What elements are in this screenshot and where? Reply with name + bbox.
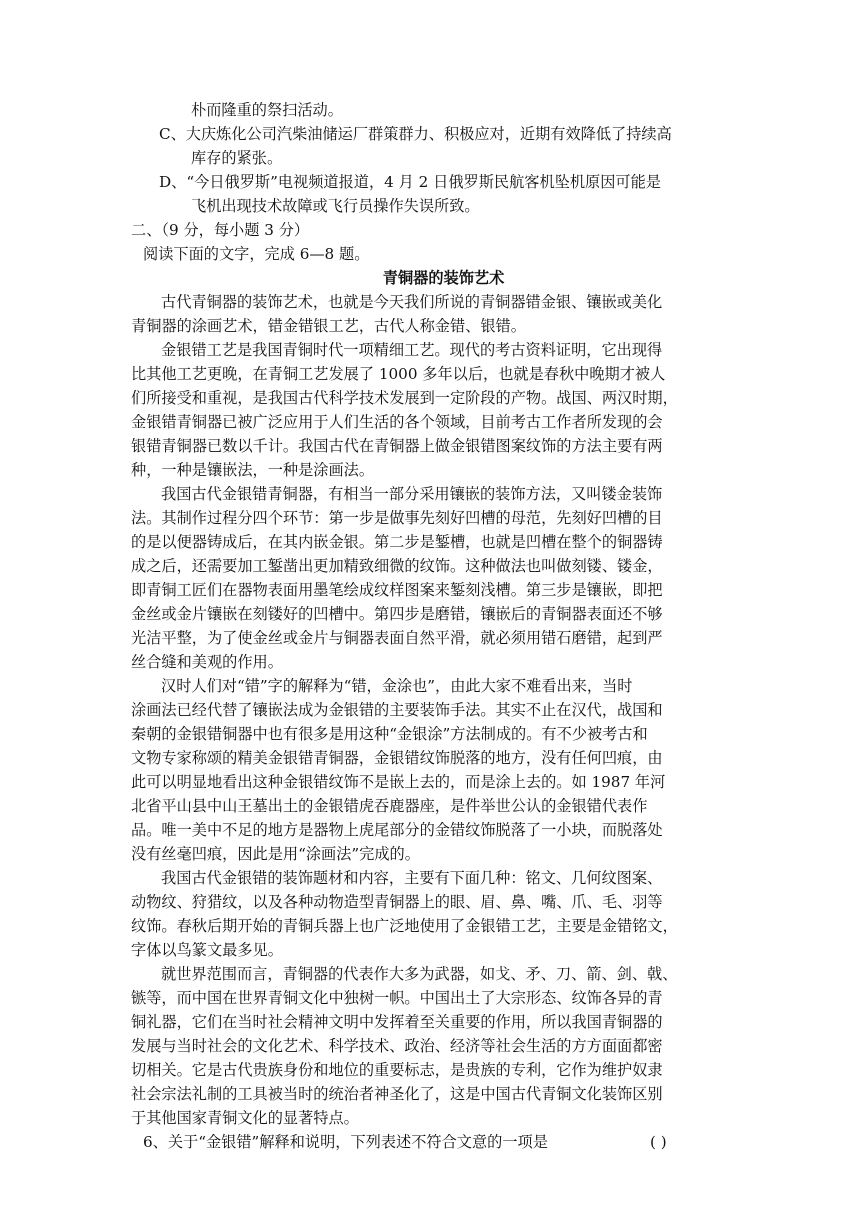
paragraph-line: 银错青铜器已数以千计。我国古代在青铜器上做金银错图案纹饰的方法主要有两 — [131, 437, 663, 455]
paragraph-6 — [131, 962, 736, 1130]
section-heading: 二、（9 分，每小题 3 分） — [131, 221, 310, 239]
answer-blank: ( ) — [650, 1133, 667, 1151]
paragraph-line: 动物纹、狩猎纹，以及各种动物造型青铜器上的眼、眉、鼻、嘴、爪、毛、羽等 — [131, 893, 663, 911]
paragraph-1 — [131, 290, 736, 338]
paragraph-line: 切相关。它是古代贵族身份和地位的重要标志，是贵族的专利，它作为维护奴隶 — [131, 1061, 663, 1079]
paragraph-line: 们所接受和重视，是我国古代科学技术发展到一定阶段的产物。战国、两汉时期， — [131, 389, 678, 407]
question-6 — [131, 1130, 736, 1154]
paragraph-line: 铜礼器，它们在当时社会精神文明中发挥着至关重要的作用，所以我国青铜器的 — [131, 1013, 663, 1031]
option-d-line1: D、“今日俄罗斯”电视频道报道，4 月 2 日俄罗斯民航客机坠机原因可能是 — [159, 173, 661, 191]
paragraph-line: 即青铜工匠们在器物表面用墨笔绘成纹样图案来錾刻浅槽。第三步是镶嵌，即把 — [131, 581, 663, 599]
paragraph-line: 种，一种是镶嵌法，一种是涂画法。 — [131, 461, 374, 479]
paragraph-line: 成之后，还需要加工錾凿出更加精致细微的纹饰。这种做法也叫做刻镂、镂金， — [131, 557, 663, 575]
paragraph-line: 青铜器的涂画艺术，错金错银工艺，古代人称金错、银错。 — [131, 317, 526, 335]
paragraph-line: 涂画法已经代替了镶嵌法成为金银错的主要装饰手法。其实不止在汉代，战国和 — [131, 701, 663, 719]
paragraph-line: 古代青铜器的装饰艺术，也就是今天我们所说的青铜器错金银、镶嵌或美化 — [161, 293, 663, 311]
paragraph-line: 没有丝毫凹痕，因此是用“涂画法”完成的。 — [131, 845, 420, 863]
paragraph-line: 的是以便器铸成后，在其内嵌金银。第二步是錾槽，也就是凹槽在整个的铜器铸 — [131, 533, 663, 551]
paragraph-line: 发展与当时社会的文化艺术、科学技术、政治、经济等社会生活的方方面面都密 — [131, 1037, 663, 1055]
paragraph-line: 丝合缝和美观的作用。 — [131, 653, 283, 671]
option-b-continuation: 朴而隆重的祭扫活动。 — [191, 101, 343, 119]
paragraph-line: 就世界范围而言，青铜器的代表作大多为武器，如戈、矛、刀、箭、剑、戟、 — [161, 965, 678, 983]
paragraph-4 — [131, 674, 736, 866]
paragraph-line: 品。唯一美中不足的地方是器物上虎尾部分的金错纹饰脱落了一小块，而脱落处 — [131, 821, 663, 839]
paragraph-3 — [131, 482, 736, 674]
paragraph-line: 秦朝的金银错铜器中也有很多是用这种“金银涂”方法制成的。有不少被考古和 — [131, 725, 648, 743]
paragraph-line: 汉时人们对“错”字的解释为“错，金涂也”，由此大家不难看出来，当时 — [161, 677, 633, 695]
paragraph-line: 纹饰。春秋后期开始的青铜兵器上也广泛地使用了金银错工艺，主要是金错铭文， — [131, 917, 678, 935]
question-6-text: 6、关于“金银错”解释和说明，下列表述不符合文意的一项是 — [143, 1133, 548, 1151]
paragraph-2 — [131, 338, 736, 482]
paragraph-line: 金丝或金片镶嵌在刻镂好的凹槽中。第四步是磨错，镶嵌后的青铜器表面还不够 — [131, 605, 663, 623]
paragraph-line: 金银错青铜器已被广泛应用于人们生活的各个领域，目前考古工作者所发现的会 — [131, 413, 663, 431]
option-c-line2: 库存的紧张。 — [191, 149, 283, 167]
paragraph-line: 字体以鸟篆文最多见。 — [131, 941, 283, 959]
paragraph-line: 文物专家称颂的精美金银错青铜器，金银错纹饰脱落的地方，没有任何凹痕，由 — [131, 749, 663, 767]
paragraph-5 — [131, 866, 736, 962]
option-c-line1: C、大庆炼化公司汽柴油储运厂群策群力、积极应对，近期有效降低了持续高 — [159, 125, 672, 143]
article-title: 青铜器的装饰艺术 — [382, 269, 505, 287]
paragraph-line: 光洁平整，为了使金丝或金片与铜器表面自然平滑，就必须用错石磨错，起到严 — [131, 629, 663, 647]
paragraph-line: 此可以明显地看出这种金银错纹饰不是嵌上去的，而是涂上去的。如 1987 年河 — [131, 773, 666, 791]
paragraph-line: 法。其制作过程分四个环节：第一步是做事先刻好凹槽的母范，先刻好凹槽的目 — [131, 509, 663, 527]
paragraph-line: 比其他工艺更晚，在青铜工艺发展了 1000 多年以后，也就是春秋中晚期才被人 — [131, 365, 666, 383]
option-d-line2: 飞机出现技术故障或飞行员操作失误所致。 — [191, 197, 480, 215]
document-page — [131, 98, 736, 1154]
paragraph-line: 社会宗法礼制的工具被当时的统治者神圣化了，这是中国古代青铜文化装饰区别 — [131, 1085, 663, 1103]
paragraph-line: 金银错工艺是我国青铜时代一项精细工艺。现代的考古资料证明，它出现得 — [161, 341, 663, 359]
section-instruction: 阅读下面的文字，完成 6—8 题。 — [143, 245, 370, 263]
paragraph-line: 北省平山县中山王墓出土的金银错虎吞鹿器座，是件举世公认的金银错代表作 — [131, 797, 648, 815]
paragraph-line: 我国古代金银错的装饰题材和内容，主要有下面几种：铭文、几何纹图案、 — [161, 869, 663, 887]
paragraph-line: 镞等，而中国在世界青铜文化中独树一帜。中国出土了大宗形态、纹饰各异的青 — [131, 989, 663, 1007]
paragraph-line: 于其他国家青铜文化的显著特点。 — [131, 1109, 359, 1127]
paragraph-line: 我国古代金银错青铜器，有相当一部分采用镶嵌的装饰方法，又叫镂金装饰 — [161, 485, 663, 503]
